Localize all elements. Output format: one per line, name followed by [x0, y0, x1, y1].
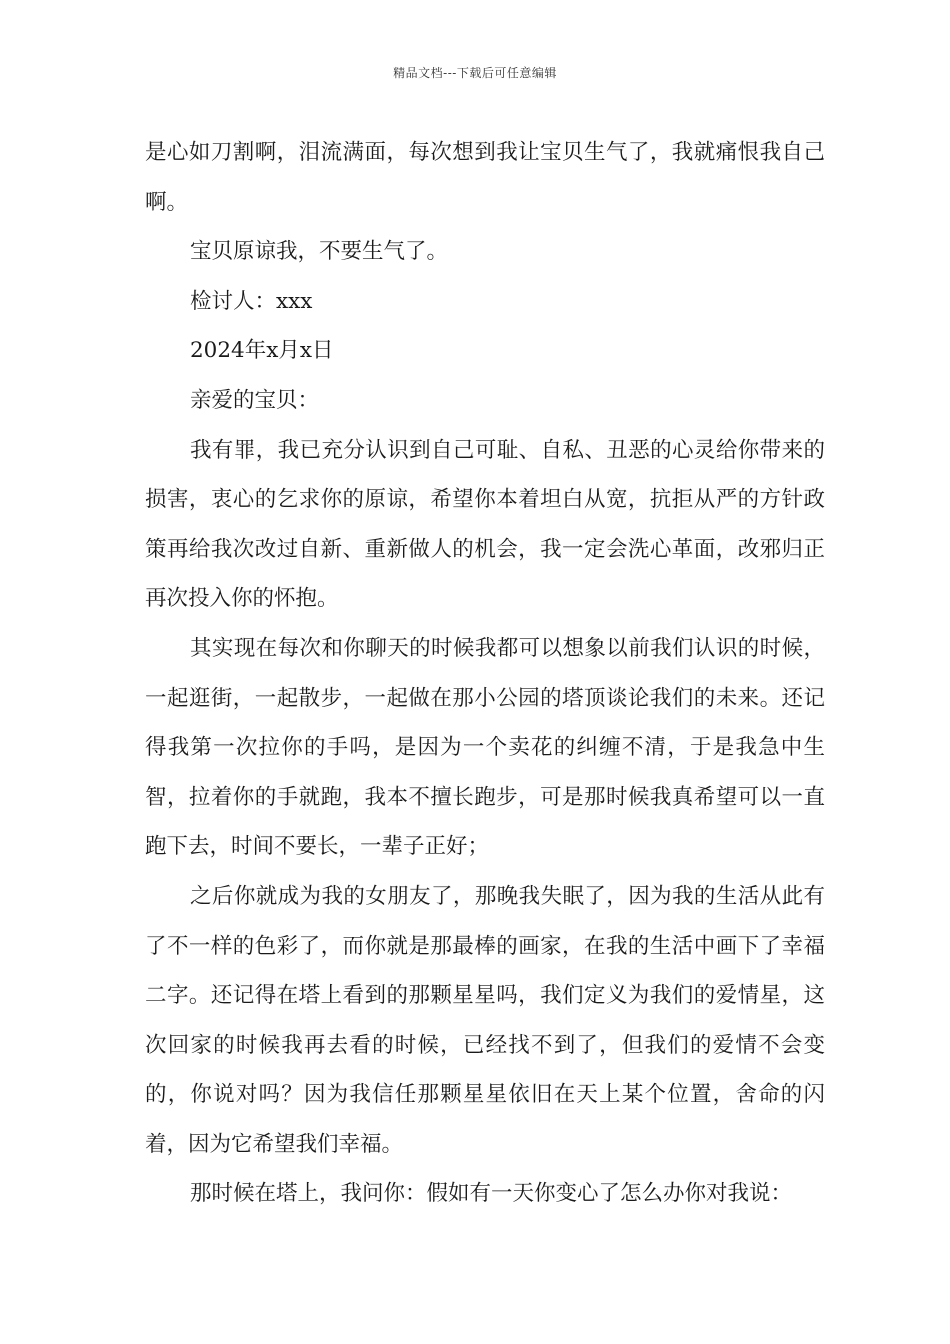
paragraph-tower: 那时候在塔上，我问你：假如有一天你变心了怎么办你对我说： — [190, 1181, 793, 1207]
paragraph-confession: 我有罪，我已充分认识到自己可耻、自私、丑恶的心灵给你带来的损害，衷心的乞求你的原谅，希望你本着坦白从宽，抗拒从严的方针政策再给我次改过自新、重新做人的机会，我一定会洗心革面，改邪归正再次投入你的怀抱。 — [145, 437, 825, 612]
paragraph-love-star: 之后你就成为我的女朋友了，那晚我失眠了，因为我的生活从此有了不一样的色彩了，而你就是那最棒的画家，在我的生活中画下了幸福二字。还记得在塔上看到的那颗星星吗，我们定义为我们的爱情星，这次回家的时候我再去看的时候，已经找不到了，但我们的爱情不会变的，你说对吗？因为我信任那颗星星依旧在天上某个位置，舍命的闪着，因为它希望我们幸福。 — [145, 883, 825, 1157]
paragraph-continuation: 是心如刀割啊，泪流满面，每次想到我让宝贝生气了，我就痛恨我自己啊。 — [145, 140, 825, 215]
signature-line: 检讨人：xxx — [190, 288, 313, 314]
letter-salutation: 亲爱的宝贝： — [190, 387, 320, 413]
page-header: 精品文档---下载后可任意编辑 — [393, 66, 557, 80]
document-body — [145, 128, 825, 1219]
paragraph-memories: 其实现在每次和你聊天的时候我都可以想象以前我们认识的时候，一起逛街，一起散步，一起做在那小公园的塔顶谈论我们的未来。还记得我第一次拉你的手吗，是因为一个卖花的纠缠不清，于是我急中生智，拉着你的手就跑，我本不擅长跑步，可是那时候我真希望可以一直跑下去，时间不要长，一辈子正好； — [145, 635, 825, 860]
date-line: 2024年x月x日 — [190, 338, 334, 364]
paragraph-apology: 宝贝原谅我，不要生气了。 — [190, 239, 449, 265]
